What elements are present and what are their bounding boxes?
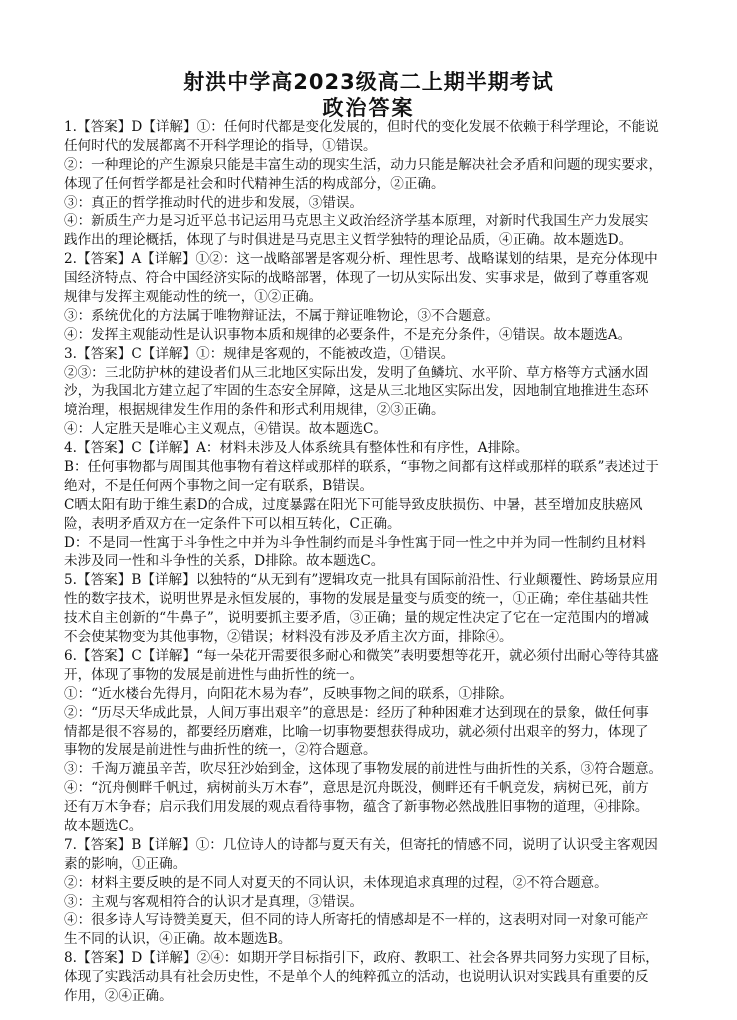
exam-title: 射洪中学高2023级高二上期半期考试	[183, 70, 554, 94]
text-line: 国经济特点、符合中国经济实际的战略部署，体现了一切从实际出发、实事求是，做到了尊重客观	[64, 270, 649, 287]
text-line: 2.【答案】A【详解】①②：这一战略部署是客观分析、理性思考、战略谋划的结果，是充分体现中	[64, 251, 658, 268]
text-line: 未涉及同一性和斗争性的关系，D排除。故本题选C。	[64, 553, 385, 570]
text-line: 绝对，不是任何两个事物之间一定有联系，B错误。	[64, 477, 374, 494]
text-line: ④：人定胜天是唯心主义观点，④错误。故本题选C。	[64, 421, 388, 438]
text-line: 境治理，根据规律发生作用的条件和形式利用规律，②③正确。	[64, 402, 445, 419]
text-line: ②：“历尽天华成此景，人间万事出艰辛”的意思是：经历了种种困难才达到现在的景象，做任何事	[64, 704, 649, 721]
text-line: 任何时代的发展都离不开科学理论的指导，①错误。	[64, 137, 377, 154]
text-line: 故本题选C。	[64, 817, 143, 834]
text-line: 7.【答案】B【详解】①：几位诗人的诗都与夏天有关，但寄托的情感不同，说明了认识受主客观因	[64, 836, 658, 853]
text-line: ③：真正的哲学推动时代的进步和发展，③错误。	[64, 194, 364, 211]
text-line: 事物的发展是前进性与曲折性的统一，②符合题意。	[64, 742, 377, 759]
text-line: ③：千淘万漉虽辛苦，吹尽狂沙始到金，这体现了事物发展的前进性与曲折性的关系，③符合题意。	[64, 761, 663, 778]
text-line: ③：系统优化的方法属于唯物辩证法，不属于辩证唯物论，③不合题意。	[64, 307, 499, 324]
text-line: 6.【答案】C【详解】“每一朵花开需要很多耐心和微笑”表明要想等花开，就必须付出耐心等待其盛	[64, 647, 659, 664]
text-line: 8.【答案】D【详解】②④：如期开学目标指引下，政府、教职工、社会各界共同努力实现了目标，	[64, 950, 659, 967]
text-line: D：不是同一性寓于斗争性之中并为斗争性制约而是斗争性寓于同一性之中并为同一性制约且材料	[64, 534, 646, 551]
text-line: 5.【答案】B【详解】以独特的“从无到有”逻辑攻克一批具有国际前沿性、行业颠覆性、跨场景应用	[64, 572, 659, 589]
text-line: ②③：三北防护林的建设者们从三北地区实际出发，发明了鱼鳞坑、水平阶、草方格等方式涵水固	[64, 364, 649, 381]
text-line: 体现了任何哲学都是社会和时代精神生活的构成部分，②正确。	[64, 175, 445, 192]
text-line: 规律与发挥主观能动性的统一，①②正确。	[64, 289, 323, 306]
text-line: 4.【答案】C【详解】A：材料未涉及人体系统具有整体性和有序性，A排除。	[64, 440, 529, 457]
exam-subtitle: 政治答案	[322, 96, 415, 120]
text-line: 情都是很不容易的，都要经历磨难，比喻一切事物要想获得成功，就必须付出艰辛的努力，体现了	[64, 723, 649, 740]
text-line: B：任何事物都与周围其他事物有着这样或那样的联系，“事物之间都有这样或那样的联系”表述过于	[64, 459, 659, 476]
text-line: ②：材料主要反映的是不同人对夏天的不同认识，未体现追求真理的过程，②不符合题意。	[64, 874, 608, 891]
text-line: ④：很多诗人写诗赞美夏天，但不同的诗人所寄托的情感却是不一样的，这表明对同一对象可能产	[64, 912, 649, 929]
text-line: 还有万木争春；启示我们用发展的观点看待事物，蕴含了新事物必然战胜旧事物的道理，④排除。	[64, 799, 649, 816]
text-line: ④：新质生产力是习近平总书记运用马克思主义政治经济学基本原理，对新时代我国生产力发展实	[64, 213, 649, 230]
answer-content	[64, 118, 686, 1006]
text-line: 沙，为我国北方建立起了牢固的生态安全屏障，这是从三北地区实际出发，因地制宜地推进生态环	[64, 383, 649, 400]
text-line: 性的数字技术，说明世界是永恒发展的，事物的发展是量变与质变的统一，①正确；牵住基础共性	[64, 591, 649, 608]
text-line: 技术自主创新的“牛鼻子”，说明要抓主要矛盾，③正确；量的规定性决定了它在一定范围内的增减	[64, 610, 649, 627]
text-line: 1.【答案】D【详解】①：任何时代都是变化发展的，但时代的变化发展不依赖于科学理论，不能说	[64, 119, 659, 135]
text-line: ②：一种理论的产生源泉只能是丰富生动的现实生活，动力只能是解决社会矛盾和问题的现实要求，	[64, 156, 663, 173]
text-line: 不会使某物变为其他事物，②错误；材料没有涉及矛盾主次方面，排除④。	[64, 629, 513, 646]
text-line: 生不同的认识，④正确。故本题选B。	[64, 931, 292, 948]
text-line: ④：“沉舟侧畔千帆过，病树前头万木春”，意思是沉舟既没，侧畔还有千帆竞发，病树已死，前方	[64, 780, 649, 797]
text-line: 体现了实践活动具有社会历史性，不是单个人的纯粹孤立的活动，也说明认识对实践具有重要的反	[64, 969, 649, 986]
text-line: 开，体现了事物的发展是前进性与曲折性的统一。	[64, 666, 364, 683]
text-line: 素的影响，①正确。	[64, 855, 187, 872]
text-line: C晒太阳有助于维生素D的合成，过度暴露在阳光下可能导致皮肤损伤、中暑，甚至增加皮肤癌风	[64, 496, 643, 513]
text-line: ①：“近水楼台先得月，向阳花木易为春”，反映事物之间的联系，①排除。	[64, 685, 513, 702]
text-line: 3.【答案】C【详解】①：规律是客观的，不能被改造，①错误。	[64, 345, 455, 362]
text-line: 践作出的理论概括，体现了与时俱进是马克思主义哲学独特的理论品质，④正确。故本题选D。	[64, 232, 633, 249]
text-line: ③：主观与客观相符合的认识才是真理，③错误。	[64, 893, 364, 910]
text-line: 险，表明矛盾双方在一定条件下可以相互转化，C正确。	[64, 515, 401, 532]
text-line: ④：发挥主观能动性是认识事物本质和规律的必要条件，不是充分条件，④错误。故本题选A。	[64, 326, 632, 343]
text-line: 作用，②④正确。	[64, 987, 173, 1004]
